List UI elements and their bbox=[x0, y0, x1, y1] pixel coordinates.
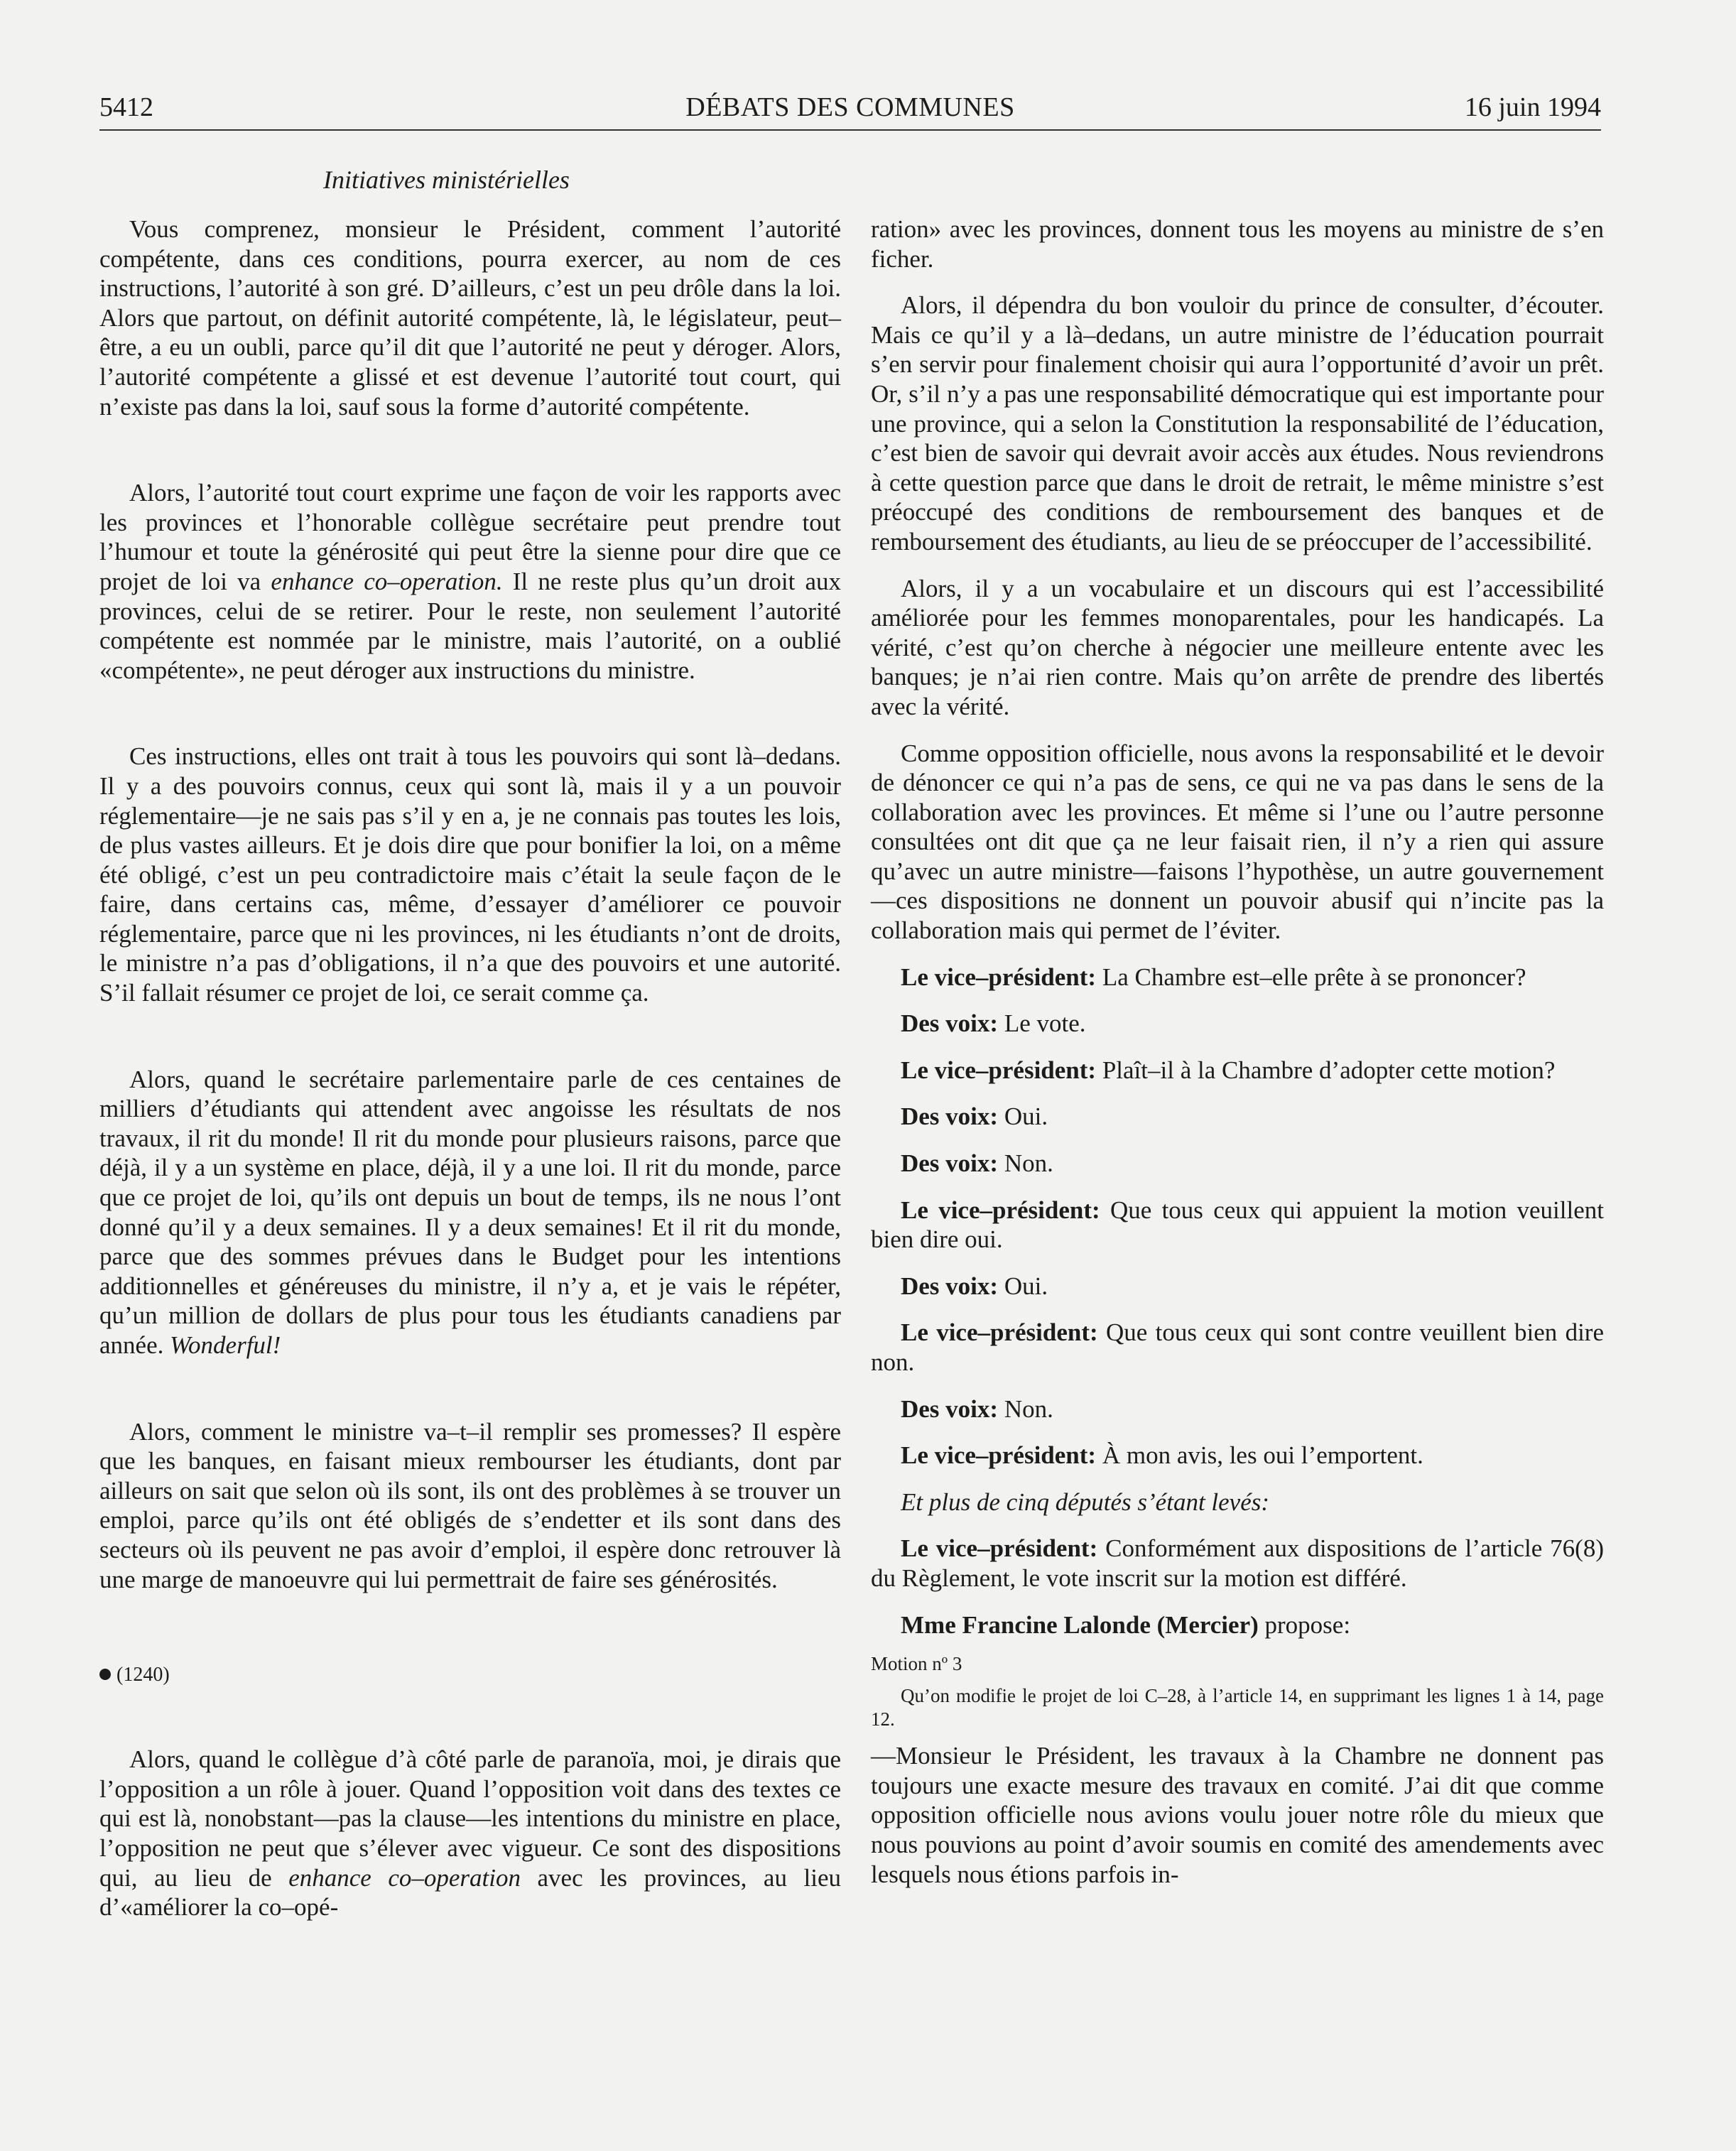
page-number: 5412 bbox=[99, 92, 153, 122]
publication-title: DÉBATS DES COMMUNES bbox=[685, 92, 1015, 122]
speaker-label: Des voix: bbox=[901, 1394, 999, 1423]
speaker-label: Le vice–président: bbox=[901, 1441, 1097, 1470]
speaker-label: Le vice–président: bbox=[901, 1534, 1098, 1563]
right-column bbox=[871, 215, 1604, 1889]
speaker-label: Des voix: bbox=[901, 1102, 999, 1131]
page-header bbox=[99, 90, 1601, 131]
speaker-line: Des voix: Non. bbox=[901, 1394, 1053, 1423]
emphasis: enhance co–operation. bbox=[271, 567, 503, 595]
running-head: Initiatives ministérielles bbox=[323, 166, 570, 194]
paragraph: —Monsieur le Président, les travaux à la Chambre ne donnent pas toujours une exacte mesure des travaux en comité. J’ai dit que comme opposition officielle nous avions voulu jouer notre rôle du mieux que nous pouvions au point d’avoir soumis en comité des amendements avec lesquels nous étions parfois in- bbox=[871, 1742, 1604, 1888]
speaker-name: Mme Francine Lalonde (Mercier) bbox=[901, 1610, 1259, 1639]
speaker-line: Le vice–président: Conformément aux dispositions de l’article 76(8) du Règlement, le vote inscrit sur la motion est différé. bbox=[871, 1534, 1604, 1592]
left-column bbox=[99, 215, 841, 1922]
paragraph: Alors, quand le secrétaire parlementaire parle de ces centaines de milliers d’étudiants qui attendent avec angoisse les résultats de nos travaux, il rit du monde! Il rit du monde pour plusieurs raisons, parce que déjà, il y a un système en place, déjà, il y a une loi. Il rit du monde, parce que ce projet de loi, qu’ils ont depuis un bout de temps, ils ne nous l’ont donné qu’il y a deux semaines. Il y a deux semaines! Et il rit du monde, parce que des sommes prévues dans le Budget pour les intentions additionnelles et généreuses du ministre, il n’y a, et je vais le répéter, qu’un million de dollars de plus pour tous les étudiants canadiens par année. Wonderful! bbox=[99, 1065, 841, 1359]
speaker-label: Le vice–président: bbox=[901, 963, 1097, 991]
paragraph: Alors, l’autorité tout court exprime une façon de voir les rapports avec les provinces et l’honorable collègue secrétaire peut prendre tout l’humour et toute la générosité qui peut être la sienne pour dire que ce projet de loi va enhance co–operation. Il ne reste plus qu’un droit aux provinces, celui de se retirer. Pour le reste, non seulement l’autorité compétente est nommée par le ministre, mais l’autorité, on a oublié «compétente», ne peut déroger aux instructions du ministre. bbox=[99, 479, 842, 684]
emphasis: enhance co–operation bbox=[288, 1863, 521, 1892]
motion-title: Motion nº 3 bbox=[871, 1653, 962, 1675]
paragraph: ration» avec les provinces, donnent tous les moyens au ministre de s’en ficher. bbox=[871, 215, 1604, 273]
stage-direction: Et plus de cinq députés s’étant levés: bbox=[901, 1488, 1270, 1516]
speaker-label: Des voix: bbox=[901, 1149, 999, 1178]
speaker-label: Le vice–président: bbox=[901, 1196, 1100, 1224]
speaker-line: Des voix: Oui. bbox=[901, 1272, 1048, 1300]
paragraph: Alors, il y a un vocabulaire et un discours qui est l’accessibilité améliorée pour les femmes monoparentales, pour les handicapés. La vérité, c’est qu’on cherche à négocier une meilleure entente avec les banques; je n’ai rien contre. Mais qu’on arrête de prendre des libertés avec la vérité. bbox=[871, 574, 1604, 720]
speaker-label: Des voix: bbox=[901, 1272, 999, 1300]
speaker-line: Des voix: Le vote. bbox=[901, 1009, 1086, 1038]
speaker-line: Le vice–président: La Chambre est–elle prête à se prononcer? bbox=[901, 963, 1526, 991]
speaker-label: Des voix: bbox=[901, 1009, 999, 1038]
emphasis: Wonderful! bbox=[170, 1331, 281, 1359]
speaker-line: Le vice–président: Plaît–il à la Chambre d’adopter cette motion? bbox=[901, 1056, 1556, 1084]
motion-text: Qu’on modifie le projet de loi C–28, à l’article 14, en supprimant les lignes 1 à 14, page 12. bbox=[871, 1685, 1604, 1730]
speaker-line: Mme Francine Lalonde (Mercier) propose: bbox=[901, 1610, 1351, 1639]
speaker-line: Le vice–président: À mon avis, les oui l’emportent. bbox=[901, 1441, 1423, 1470]
speaker-line: Le vice–président: Que tous ceux qui sont contre veuillent bien dire non. bbox=[871, 1318, 1604, 1376]
speaker-line: Des voix: Non. bbox=[901, 1149, 1053, 1178]
paragraph: Alors, comment le ministre va–t–il remplir ses promesses? Il espère que les banques, en faisant mieux rembourser les étudiants, dont par ailleurs on sait que selon où ils sont, ils ont des problèmes à se trouver un emploi, parce qu’ils ont été obligés de s’endetter et ils sont dans des secteurs où ils peuvent ne pas avoir d’emploi, il espère donc retrouver là une marge de manoeuvre qui lui permettrait de faire ses générosités. bbox=[99, 1417, 841, 1593]
publication-date: 16 juin 1994 bbox=[1464, 92, 1601, 122]
speaker-label: Le vice–président: bbox=[901, 1318, 1098, 1347]
speaker-label: Le vice–président: bbox=[901, 1056, 1097, 1084]
speaker-line: Des voix: Oui. bbox=[901, 1102, 1048, 1131]
paragraph: Vous comprenez, monsieur le Président, comment l’autorité compétente, dans ces conditions, pourra exercer, au nom de ces instructions, l’autorité à son gré. D’ailleurs, c’est un peu drôle dans la loi. Alors que partout, on définit autorité compétente, là, le législateur, peut–être, a eu un oubli, parce qu’il dit que l’autorité ne peut y déroger. Alors, l’autorité compétente a glissé et est devenue l’autorité tout court, qui n’existe pas dans la loi, sauf sous la forme d’autorité compétente. bbox=[99, 215, 841, 421]
paragraph: Alors, quand le collègue d’à côté parle de paranoïa, moi, je dirais que l’opposition a un rôle à jouer. Quand l’opposition voit dans des textes ce qui est là, nonobstant—pas la clause—les intentions du ministre en place, l’opposition ne peut que s’élever avec vigueur. Ce sont des dispositions qui, au lieu de enhance co–operation avec les provinces, au lieu d’«améliorer la co–opé- bbox=[99, 1745, 841, 1922]
paragraph: Alors, il dépendra du bon vouloir du prince de consulter, d’écouter. Mais ce qu’il y a là–dedans, un autre ministre de l’éducation pourrait s’en servir pour finalement choisir qui aura l’opportunité d’avoir un prêt. Or, s’il n’y a pas une responsabilité démocratique qui est importante pour une province, qui a selon la Constitution la responsabilité de l’éducation, c’est bien de savoir qui devrait avoir accès aux études. Nous reviendrons à cette question parce que dans le droit de retrait, le même ministre s’est préoccupé des conditions de remboursement des banques et de remboursement des étudiants, au lieu de se préoccuper de l’accessibilité. bbox=[871, 291, 1604, 556]
paragraph: Comme opposition officielle, nous avons la responsabilité et le devoir de dénoncer ce qui n’a pas de sens, ce qui ne va pas dans le sens de la collaboration avec les provinces. Et même si l’une ou l’autre personne consultées ont dit que ça ne leur faisait rien, il n’y a rien qui assure qu’avec un autre ministre—faisons l’hypothèse, un autre gouvernement—ces dispositions ne donnent un pouvoir abusif qui n’incite pas la collaboration mais qui permet de l’éviter. bbox=[871, 739, 1604, 945]
timestamp: (1240) bbox=[99, 1662, 841, 1688]
speaker-line: Le vice–président: Que tous ceux qui appuient la motion veuillent bien dire oui. bbox=[871, 1196, 1604, 1254]
bullet-icon bbox=[99, 1669, 111, 1680]
paragraph: Ces instructions, elles ont trait à tous les pouvoirs qui sont là–dedans. Il y a des pouvoirs connus, ceux qui sont là, mais il y a un pouvoir réglementaire—je ne sais pas s’il y en a, je ne connais pas toutes les lois, de plus vastes ailleurs. Et je dois dire que pour bonifier la loi, on a même été obligé, c’est un peu contradictoire mais c’était la seule façon de le faire, dans certains cas, même, d’essayer d’améliorer ce pouvoir réglementaire, parce que ni les provinces, ni les étudiants n’ont de droits, le ministre n’a pas d’obligations, il n’a que des pouvoirs et une autorité. S’il fallait résumer ce projet de loi, ce serait comme ça. bbox=[99, 742, 841, 1007]
